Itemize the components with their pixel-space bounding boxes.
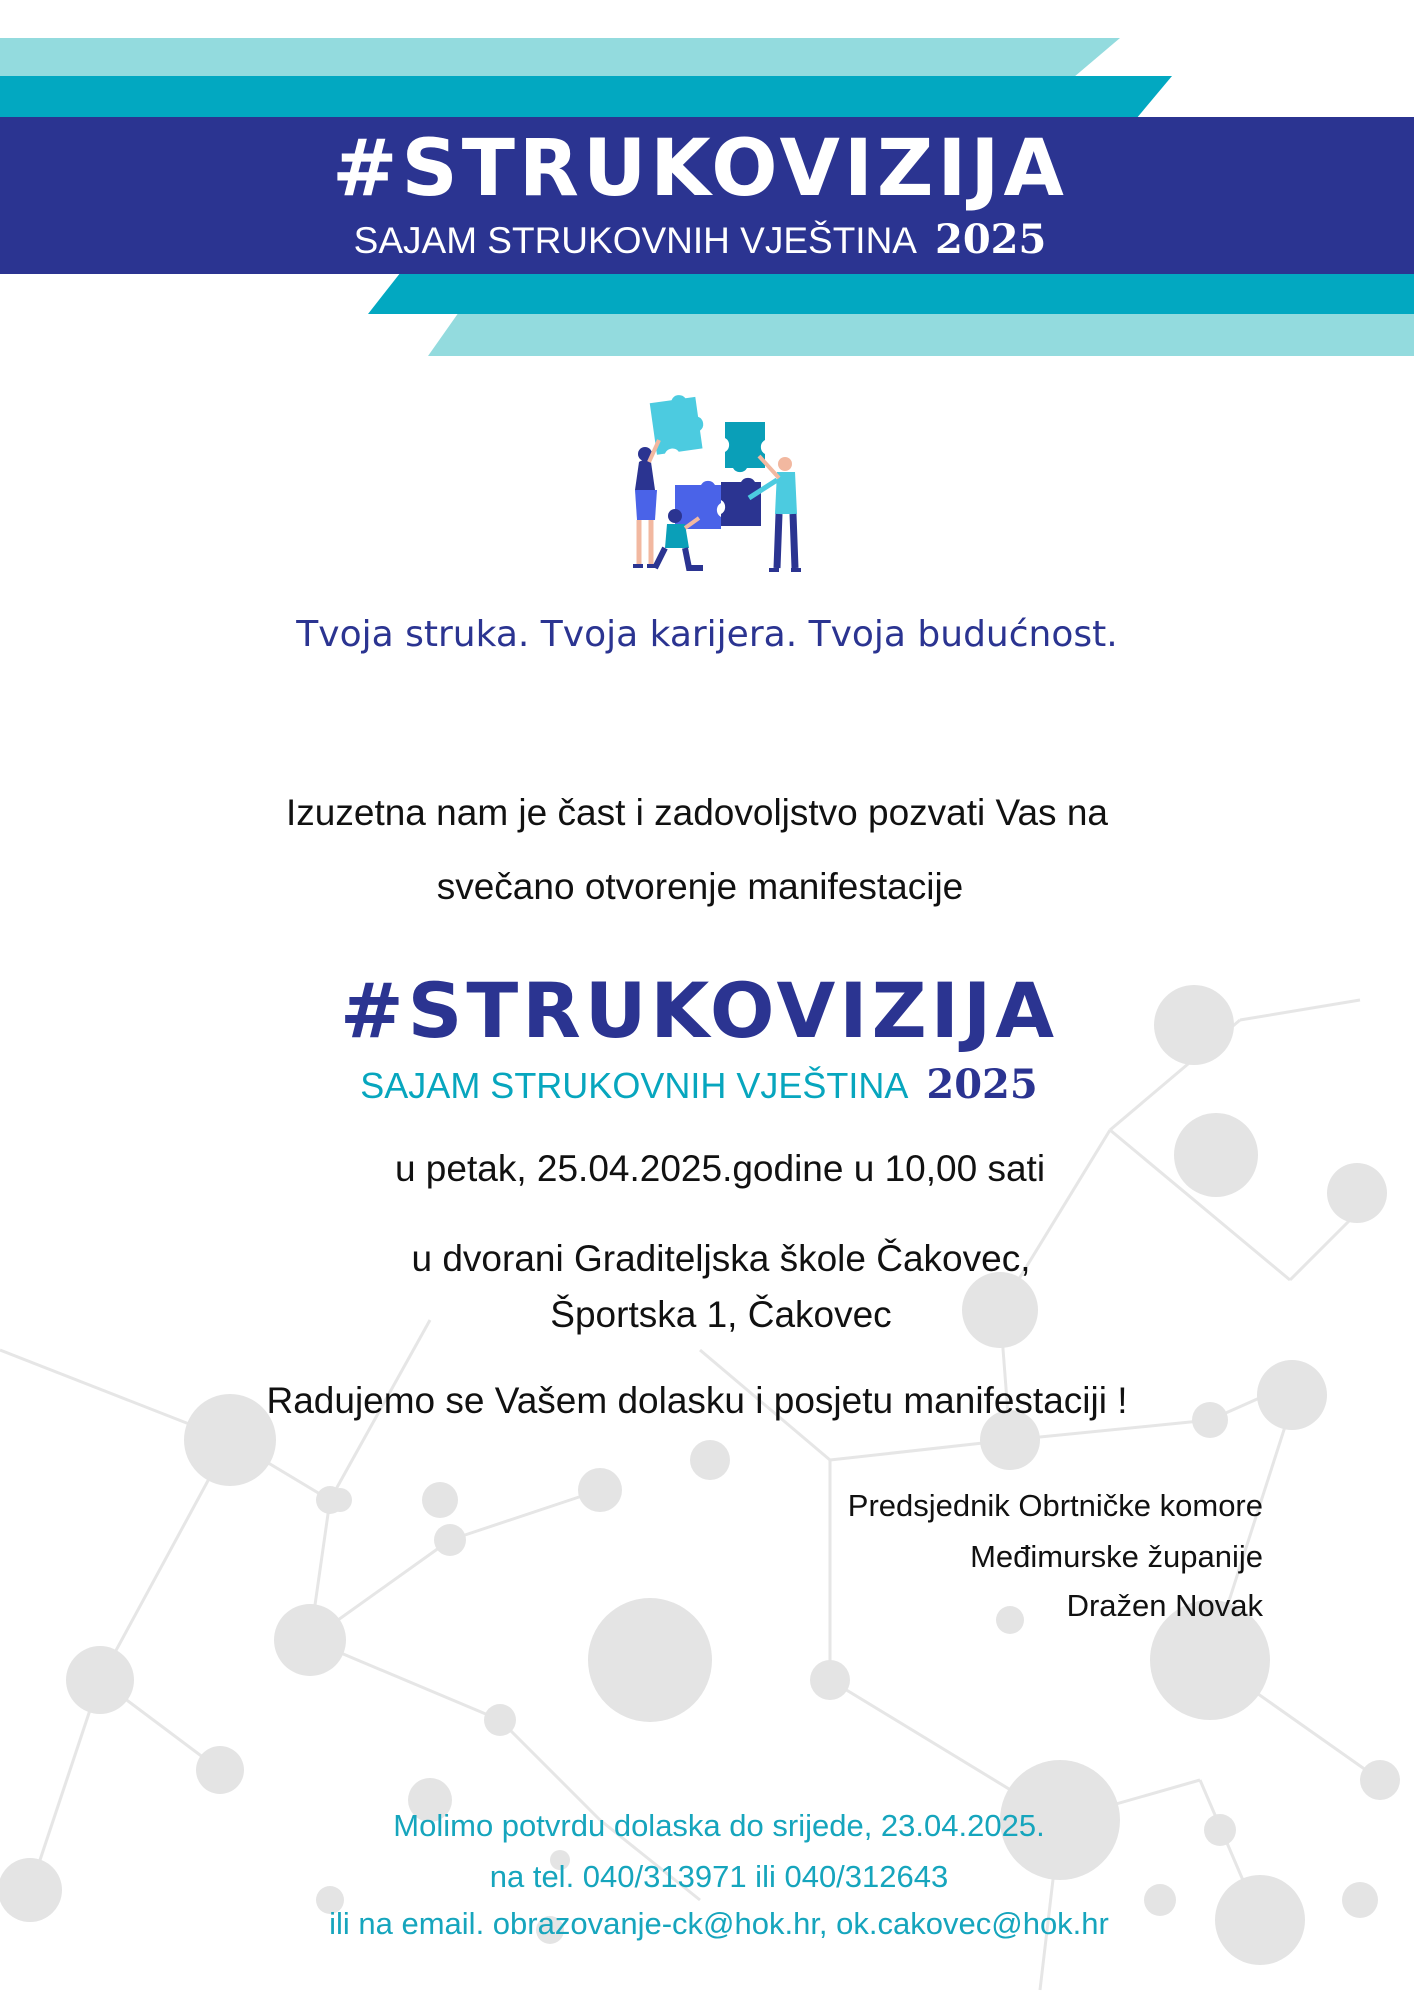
- banner-stripe-teal-top: [0, 76, 1172, 118]
- banner-subtitle: [0, 216, 1407, 263]
- event-venue-line-1: u dvorani Graditeljska škole Čakovec,: [411, 1238, 1031, 1279]
- banner-title: #STRUKOVIZIJA: [332, 124, 1068, 214]
- banner-subtitle-text: SAJAM STRUKOVNIH VJEŠTINA: [353, 220, 917, 261]
- event-year: 2025: [926, 1061, 1038, 1108]
- tagline: Tvoja struka. Tvoja karijera. Tvoja budućnost.: [296, 614, 1118, 655]
- rsvp-deadline: Molimo potvrdu dolaska do srijede, 23.04.2025.: [393, 1808, 1045, 1843]
- event-title: #STRUKOVIZIJA: [339, 966, 1059, 1055]
- signature-name: Dražen Novak: [1066, 1588, 1263, 1623]
- invitation-line-2: svečano otvorenje manifestacije: [436, 866, 964, 907]
- event-subtitle: [0, 1061, 1406, 1108]
- banner-year: 2025: [934, 216, 1047, 263]
- rsvp-email: ili na email. obrazovanje-ck@hok.hr, ok.cakovec@hok.hr: [329, 1906, 1109, 1941]
- signature-organization: Međimurske županije: [970, 1539, 1263, 1574]
- puzzle-team-illustration: [615, 390, 825, 600]
- event-venue-line-2: Športska 1, Čakovec: [550, 1294, 892, 1335]
- banner-stripe-light-top: [0, 38, 1120, 76]
- signature-title: Predsjednik Obrtničke komore: [847, 1488, 1263, 1523]
- invitation-line-1: Izuzetna nam je čast i zadovoljstvo pozvati Vas na: [286, 792, 1108, 833]
- rsvp-phone: na tel. 040/313971 ili 040/312643: [489, 1859, 949, 1894]
- banner-stripe-teal-bottom: [368, 274, 1414, 314]
- banner-stripe-light-bottom: [428, 314, 1414, 356]
- closing-line: Radujemo se Vašem dolasku i posjetu manifestaciji !: [266, 1380, 1128, 1421]
- event-subtitle-text: SAJAM STRUKOVNIH VJEŠTINA: [360, 1065, 909, 1106]
- event-date: u petak, 25.04.2025.godine u 10,00 sati: [394, 1148, 1046, 1189]
